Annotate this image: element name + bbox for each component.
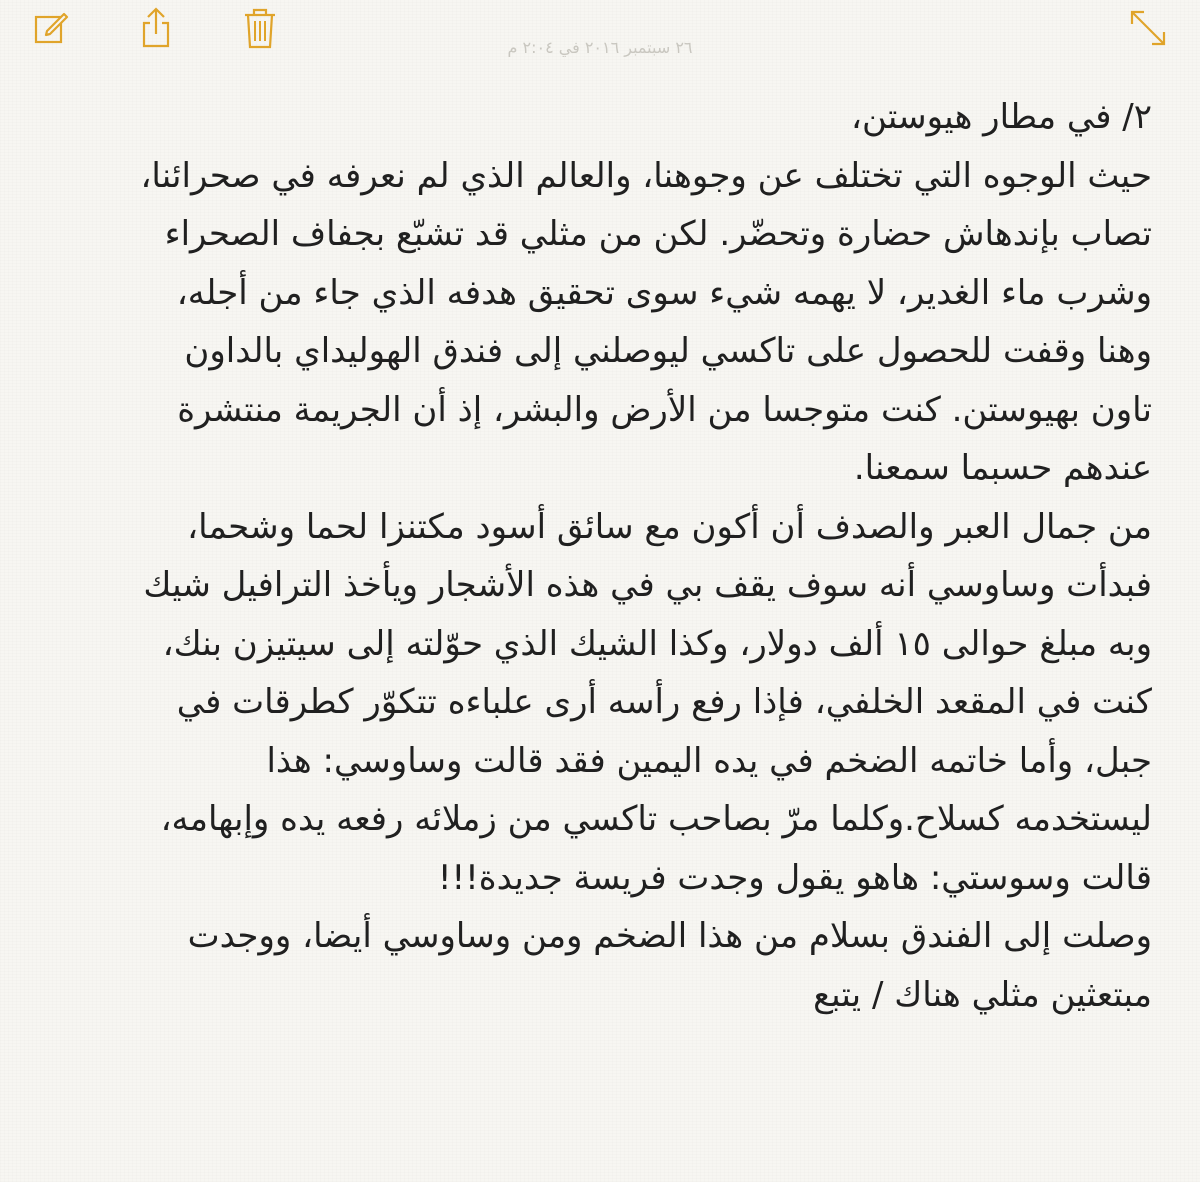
note-line: جبل، وأما خاتمه الضخم في يده اليمين فقد قالت وساوسي: هذا xyxy=(266,740,1152,781)
note-line: حيث الوجوه التي تختلف عن وجوهنا، والعالم الذي لم نعرفه في صحرائنا، xyxy=(140,155,1152,196)
note-line: كنت في المقعد الخلفي، فإذا رفع رأسه أرى علباءه تتكوّر كطرقات في xyxy=(176,682,1152,722)
note-body[interactable] xyxy=(60,88,1152,1024)
note-line: ليستخدمه كسلاح.وكلما مرّ بصاحب تاكسي من زملائه رفعه يده وإبهامه، xyxy=(160,799,1152,839)
note-timestamp: ٢٦ سبتمبر ٢٠١٦ في ٢:٠٤ م xyxy=(507,38,693,57)
note-line: فبدأت وساوسي أنه سوف يقف بي في هذه الأشجار ويأخذ الترافيل شيك xyxy=(143,565,1152,605)
note-line: وهنا وقفت للحصول على تاكسي ليوصلني إلى فندق الهوليداي بالداون xyxy=(184,331,1152,371)
note-line: تاون بهيوستن. كنت متوجسا من الأرض والبشر، إذ أن الجريمة منتشرة xyxy=(177,389,1152,430)
note-line: قالت وسوستي: هاهو يقول وجدت فريسة جديدة!!! xyxy=(437,857,1152,898)
note-line: وشرب ماء الغدير، لا يهمه شيء سوى تحقيق هدفه الذي جاء من أجله، xyxy=(176,272,1152,313)
note-line: من جمال العبر والصدف أن أكون مع سائق أسود مكتنزا لحما وشحما، xyxy=(187,506,1152,547)
note-line: تصاب بإندهاش حضارة وتحضّر. لكن من مثلي قد تشبّع بجفاف الصحراء xyxy=(164,214,1152,254)
note-line: ٢/ في مطار هيوستن، xyxy=(851,97,1152,137)
note-line: وبه مبلغ حوالى ١٥ ألف دولار، وكذا الشيك الذي حوّلته إلى سيتيزن بنك، xyxy=(162,623,1152,664)
note-line: وصلت إلى الفندق بسلام من هذا الضخم ومن وساوسي أيضا، ووجدت xyxy=(187,916,1152,956)
note-line: مبتعثين مثلي هناك / يتبع xyxy=(813,974,1152,1015)
note-line: عندهم حسبما سمعنا. xyxy=(853,448,1152,488)
